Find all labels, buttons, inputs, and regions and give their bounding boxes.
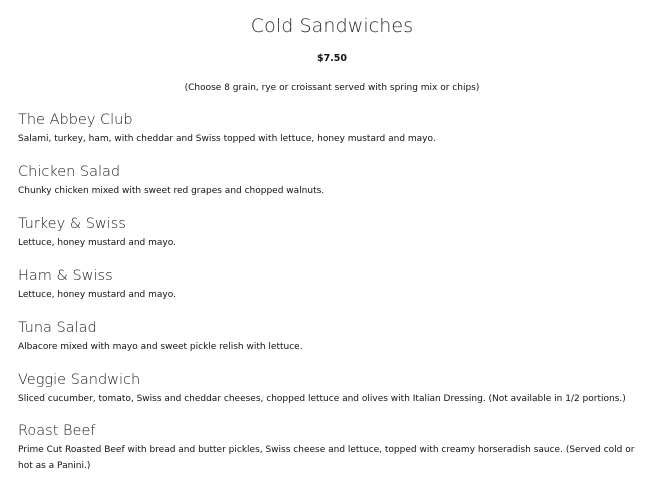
menu-item	[18, 266, 643, 318]
page-title: Cold Sandwiches	[250, 15, 414, 37]
menu-item-name: Roast Beef	[18, 423, 96, 439]
menu-item-description: Salami, turkey, ham, with cheddar and Swiss topped with lettuce, honey mustard and mayo.	[18, 134, 436, 144]
menu-item-description: Chunky chicken mixed with sweet red grapes and chopped walnuts.	[18, 186, 325, 196]
bread-choice-note: (Choose 8 grain, rye or croissant served with spring mix or chips)	[184, 83, 480, 93]
menu-item-description: Lettuce, honey mustard and mayo.	[18, 290, 176, 300]
menu-item	[18, 110, 643, 162]
menu-item-list	[18, 110, 643, 474]
menu-item	[18, 162, 643, 214]
menu-item	[18, 421, 643, 474]
menu-item-name: Turkey & Swiss	[18, 216, 126, 232]
menu-item-name: Ham & Swiss	[18, 268, 113, 284]
menu-item-description: Sliced cucumber, tomato, Swiss and cheddar cheeses, chopped lettuce and olives with Italian Dressing. (Not available in 1/2 portions.)	[18, 394, 626, 404]
menu-item-description: Albacore mixed with mayo and sweet pickle relish with lettuce.	[18, 342, 303, 352]
menu-item-name: Tuna Salad	[18, 320, 97, 336]
menu-item	[18, 318, 643, 370]
menu-item	[18, 370, 643, 421]
menu-item-name: The Abbey Club	[18, 112, 133, 128]
menu-item-name: Chicken Salad	[18, 164, 121, 180]
price-label: $7.50	[316, 53, 348, 64]
menu-item-description: Prime Cut Roasted Beef with bread and butter pickles, Swiss cheese and lettuce, topped with creamy horseradish sauce. (Served cold or hot as a Panini.)	[18, 445, 635, 471]
menu-item-description: Lettuce, honey mustard and mayo.	[18, 238, 176, 248]
menu-item	[18, 214, 643, 266]
menu-item-name: Veggie Sandwich	[18, 372, 141, 388]
